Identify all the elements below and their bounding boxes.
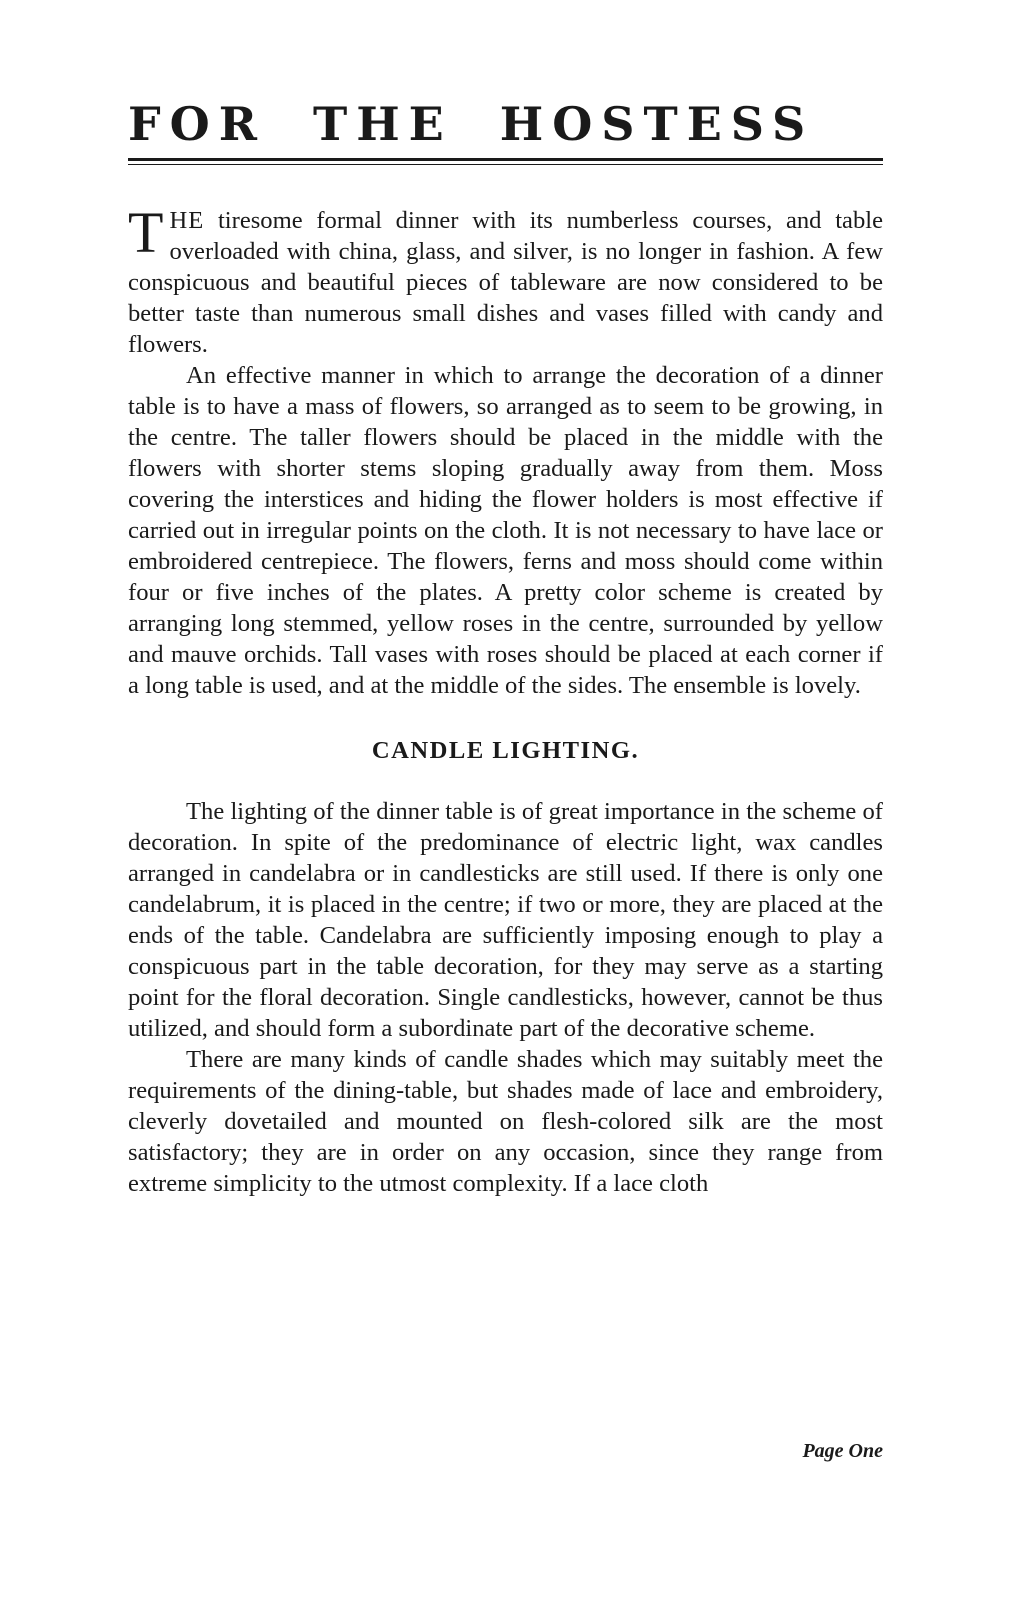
page-title: FOR THE HOSTESS xyxy=(128,97,815,151)
section-paragraph: The lighting of the dinner table is of great importance in the scheme of decoration. In spite of the predominance of electric light, wax candles arranged in candelabra or in candlesticks are still used. If there is only one candelabrum, it is placed in the centre; if two or more, they are placed at the ends of the table. Candelabra are sufficiently imposing enough to play a conspicuous part in the table decoration, for they may serve as a starting point for the floral decoration. Single candlesticks, however, cannot be thus utilized, and should form a subordinate part of the decorative scheme. xyxy=(128,798,883,1042)
intro-paragraph xyxy=(128,200,883,360)
section-paragraph: There are many kinds of candle shades which may suitably meet the requirements of the dining-table, but shades made of lace and embroidery, cleverly dovetailed and mounted on flesh-colored silk are the most satisfactory; they are in order on any occasion, since they range from extreme simplicity to the utmost complexity. If a lace cloth xyxy=(128,1046,883,1197)
section-heading: CANDLE LIGHTING. xyxy=(371,737,640,764)
title-rule-thick xyxy=(128,158,883,161)
body-paragraph: An effective manner in which to arrange the decoration of a dinner table is to have a mass of flowers, so arranged as to seem to be growing, in the centre. The taller flowers should be placed in the middle with the flowers with shorter stems sloping gradually away from them. Moss covering the interstices and hiding the flower holders is most effective if carried out in irregular points on the cloth. It is not necessary to have lace or embroidered centrepiece. The flowers, ferns and moss should come within four or five inches of the plates. A pretty color scheme is created by arranging long stemmed, yellow roses in the centre, surrounded by yellow and mauve orchids. Tall vases with roses should be placed at each corner if a long table is used, and at the middle of the sides. The ensemble is lovely. xyxy=(128,362,883,699)
intro-text: tiresome formal dinner with its numberless courses, and table overloaded with china, glass, and silver, is no longer in fashion. A few conspicuous and beautiful pieces of tableware are now considered to be better taste than numerous small dishes and vases filled with candy and flowers. xyxy=(128,207,883,358)
drop-cap: T xyxy=(128,200,164,265)
page-content xyxy=(128,96,883,1199)
page-number: Page One xyxy=(802,1440,883,1462)
intro-first-word: HE xyxy=(169,207,205,234)
title-rule-thin xyxy=(128,164,883,165)
